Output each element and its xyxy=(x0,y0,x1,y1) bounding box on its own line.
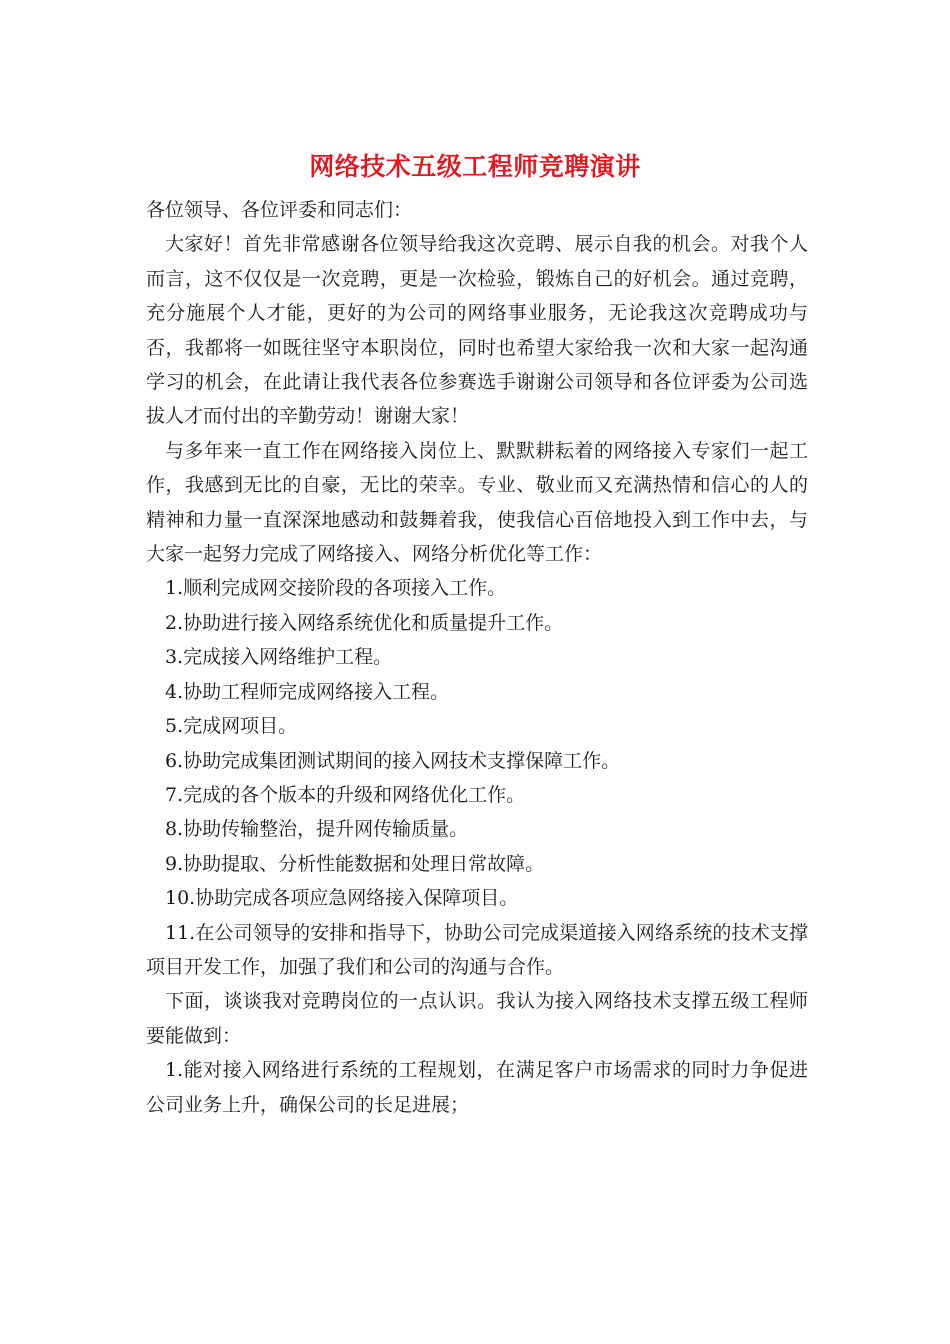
work-item: 9.协助提取、分析性能数据和处理日常故障。 xyxy=(165,852,545,875)
greeting: 各位领导、各位评委和同志们： xyxy=(146,199,413,221)
paragraph-position-understanding: 下面，谈谈我对竞聘岗位的一点认识。我认为接入网络技术支撑五级工程师要能做到： xyxy=(146,990,808,1047)
work-item: 3.完成接入网络维护工程。 xyxy=(165,646,393,669)
work-item: 4.协助工程师完成网络接入工程。 xyxy=(165,680,450,703)
work-item: 2.协助进行接入网络系统优化和质量提升工作。 xyxy=(165,611,564,634)
paragraph-work-summary: 与多年来一直工作在网络接入岗位上、默默耕耘着的网络接入专家们一起工作，我感到无比的自豪，无比的荣幸。专业、敬业而又充满热情和信心的人的精神和力量一直深深地感动和鼓舞着我，使我信心百倍地投入到工作中去，与大家一起努力完成了网络接入、网络分析优化等工作： xyxy=(146,439,808,566)
work-item: 5.完成网项目。 xyxy=(165,715,298,738)
work-item: 10.协助完成各项应急网络接入保障项目。 xyxy=(165,887,519,910)
paragraph-intro: 大家好！首先非常感谢各位领导给我这次竞聘、展示自我的机会。对我个人而言，这不仅仅是一次竞聘，更是一次检验，锻炼自己的好机会。通过竞聘，充分施展个人才能，更好的为公司的网络事业服务，无论我这次竞聘成功与否，我都将一如既往坚守本职岗位，同时也希望大家给我一次和大家一起沟通学习的机会，在此请让我代表各位参赛选手谢谢公司领导和各位评委为公司选拔人才而付出的辛勤劳动！谢谢大家！ xyxy=(146,233,808,428)
work-item: 6.协助完成集团测试期间的接入网技术支撑保障工作。 xyxy=(165,749,621,772)
document-body xyxy=(146,193,808,1122)
work-item: 8.协助传输整治，提升网传输质量。 xyxy=(165,818,469,841)
work-item: 7.完成的各个版本的升级和网络优化工作。 xyxy=(165,783,526,806)
work-item: 1.顺利完成网交接阶段的各项接入工作。 xyxy=(165,577,507,600)
document-title: 网络技术五级工程师竞聘演讲 xyxy=(309,152,641,181)
requirement-item: 1.能对接入网络进行系统的工程规划，在满足客户市场需求的同时力争促进公司业务上升，确保公司的长足进展； xyxy=(146,1059,808,1116)
work-item: 11.在公司领导的安排和指导下，协助公司完成渠道接入网络系统的技术支撑项目开发工作，加强了我们和公司的沟通与合作。 xyxy=(146,921,808,978)
